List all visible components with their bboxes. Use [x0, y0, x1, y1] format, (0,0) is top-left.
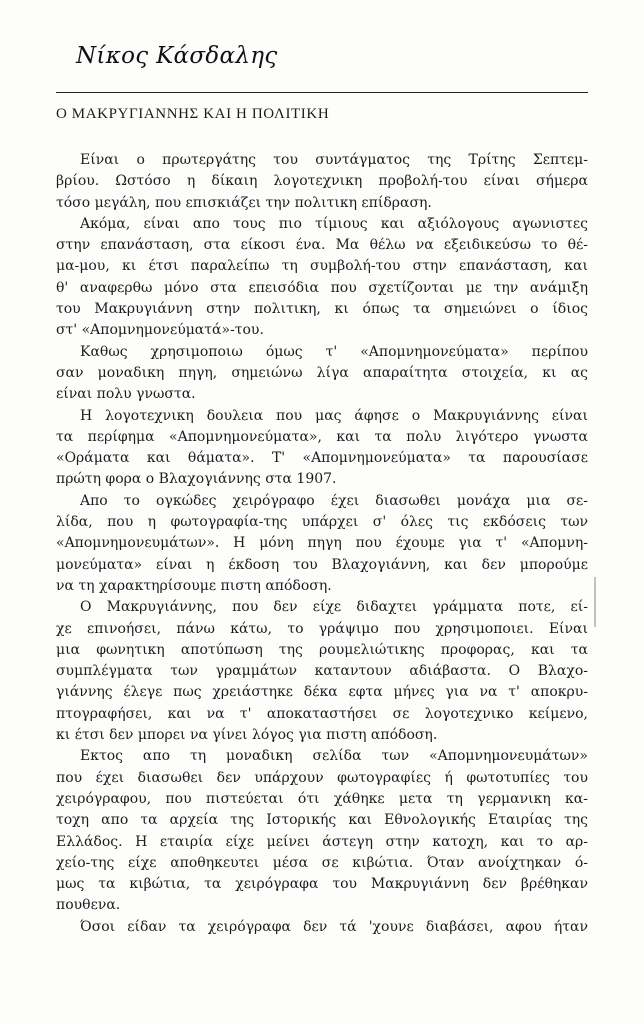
text-line: στ' «Απομνημονεύματά»-του.: [56, 322, 264, 339]
text-line: είναι πολυ γνωστα.: [56, 386, 196, 403]
text-line: στην επανάσταση, στα είκοσι ένα. Μα θέλω να εξειδικεύσω το θέ-: [56, 237, 588, 254]
text-line: να τη χαρακτηρίσουμε πιστη απόδοση.: [56, 577, 332, 594]
text-line: Ο Μακρυγιάννης, που δεν είχε διδαχτει γράμματα ποτε, εί-: [80, 599, 588, 616]
text-line: «Οράματα και θάματα». Τ' «Απομνημονεύματα» τα παρουσίασε: [56, 450, 588, 467]
text-line: που έχει διασωθει δεν υπάρχουν φωτογραφίες ή φωτοτυπίες του: [56, 769, 588, 786]
text-line: θ' αναφερθω μόνο στα επεισόδια που σχετίζονται με την ανάμιξη: [56, 279, 588, 296]
text-line: χείο-της είχε αποθηκευτει μέσα σε κιβώτια. Όταν ανοίχτηκαν ό-: [56, 854, 588, 871]
text-line: σαν μοναδικη πηγη, σημειώνω λίγα απαραίτητα στοιχεία, κι ας: [56, 364, 588, 381]
text-line: Καθως χρησιμοποιω όμως τ' «Απομνημονεύματα» περίπου: [80, 343, 588, 360]
text-line: τα περίφημα «Απομνημονεύματα», και τα πολυ λιγότερο γνωστα: [56, 428, 588, 445]
text-line: συμπλέγματα των γραμμάτων καταντουν αδιάβαστα. Ο Βλαχο-: [56, 663, 588, 680]
text-line: «Απομνημονευμάτων». Η μόνη πηγη που έχουμε για τ' «Απομνη-: [56, 535, 588, 552]
text-line: Όσοι είδαν τα χειρόγραφα δεν τά 'χουνε διαβάσει, αφου ήταν: [80, 918, 588, 935]
text-line: χε επινοήσει, πάνω κάτω, το γράψιμο που χρησιμοποιει. Είναι: [56, 620, 588, 637]
running-head-author: Νίκος Κάσδαλης: [76, 43, 278, 69]
header-rule: [56, 92, 588, 93]
text-line: βρίου. Ωστόσο η δίκαιη λογοτεχνικη προβολή-του είναι σήμερα: [56, 173, 588, 190]
text-line: Απο το ογκώδες χειρόγραφο έχει διασωθει μονάχα μια σε-: [80, 492, 588, 509]
book-page: [56, 42, 588, 935]
text-line: του Μακρυγιάννη στην πολιτικη, κι όπως τα σημειώνει ο ίδιος: [56, 301, 588, 318]
text-line: τόσο μεγάλη, που επισκιάζει την πολιτικη επίδραση.: [56, 194, 432, 211]
text-line: μια φωνητικη αποτύπωση της ρουμελιώτικης προφορας, και τα: [56, 641, 588, 658]
text-line: χειρόγραφου, που πιστεύεται ότι χάθηκε μετα τη γερμανικη κα-: [56, 790, 588, 807]
text-line: πουθενα.: [56, 897, 121, 914]
text-line: πρώτη φορα ο Βλαχογιάννης στα 1907.: [56, 471, 337, 488]
text-line: Είναι ο πρωτεργάτης του συντάγματος της Τρίτης Σεπτεμ-: [80, 152, 588, 168]
text-line: κι έτσι δεν μπορει να γίνει λόγος για πιστη απόδοση.: [56, 727, 438, 744]
text-line: Ελλάδος. Η εταιρία είχε μείνει άστεγη στην κατοχη, και το αρ-: [56, 833, 588, 850]
text-line: πτογραφήσει, και να τ' αποκαταστήσει σε λογοτεχνικο κείμενο,: [56, 705, 588, 722]
article-title: Ο ΜΑΚΡΥΓΙΑΝΝΗΣ ΚΑΙ Η ΠΟΛΙΤΙΚΗ: [56, 106, 330, 122]
margin-pencil-mark: [594, 577, 596, 627]
text-line: λίδα, που η φωτογραφία-της υπάρχει σ' όλες τις εκδόσεις των: [56, 514, 588, 531]
text-line: τοχη απο τα αρχεία της Ιστορικής και Εθνολογικής Εταιρίας της: [56, 812, 588, 829]
text-line: Εκτος απο τη μοναδικη σελίδα των «Απομνημονευμάτων»: [80, 748, 588, 765]
text-line: μως τα κιβώτια, τα χειρόγραφα του Μακρυγιάννη δεν βρέθηκαν: [56, 876, 588, 893]
text-line: μονεύματα» είναι η έκδοση του Βλαχογιάννη, και δεν μπορούμε: [56, 556, 588, 573]
body-text: [56, 150, 588, 938]
text-line: Ακόμα, είναι απο τους πιο τίμιους και αξιόλογους αγωνιστες: [80, 215, 588, 232]
text-line: γιάννης έλεγε πως χρειάστηκε δέκα εφτα μήνες για να τ' αποκρυ-: [56, 684, 588, 701]
text-line: Η λογοτεχνικη δουλεια που μας άφησε ο Μακρυγιάννης είναι: [80, 407, 588, 424]
text-line: μα-μου, κι έτσι παραλείπω τη συμβολή-του στην επανάσταση, και: [56, 258, 588, 275]
